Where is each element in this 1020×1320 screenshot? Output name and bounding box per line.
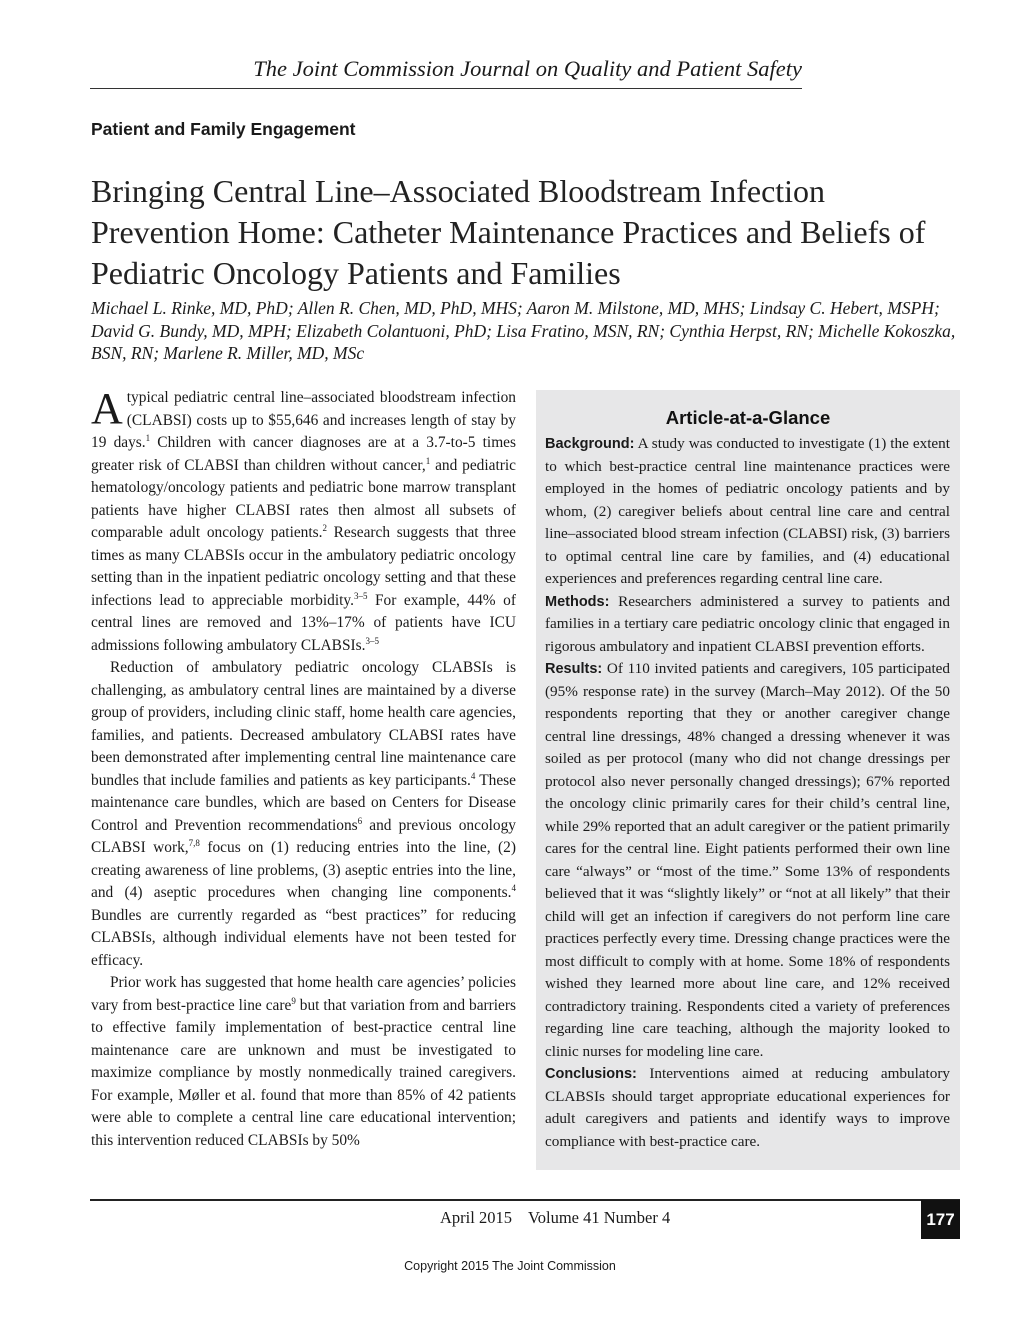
article-authors: Michael L. Rinke, MD, PhD; Allen R. Chen, MD, PhD, MHS; Aaron M. Milstone, MD, MHS; Lindsay C. Hebert, MSPH; David G. Bundy, MD, MPH; Elizabeth Colantuoni, PhD; Lisa Fratino, MSN, RN; Cynthia Herpst, RN; Michelle Kokoszka, BSN, RN; Marlene R. Miller, MD, MSc xyxy=(91,298,956,364)
body-paragraph-2: Reduction of ambulatory pediatric oncology CLABSIs is challenging, as ambulatory central lines are maintained by a diverse group of providers, including clinic staff, home health care agencies, families, and patients. Decreased ambulatory CLABSI rates have been demonstrated after implementing central line maintenance care bundles that include families and patients as key participants.$^4$ These maintenance care bundles, which are based on Centers for Disease Control and Prevention recommendations$^6$ and previous oncology CLABSI work,$^{7,8}$ focus on (1) reducing entries into the line, (2) creating awareness of line problems, (3) aseptic entries into the line, and (4) aseptic procedures when changing line components.$^4$ Bundles are currently regarded as “best practices” for reducing CLABSIs, although individual elements have not been tested for efficacy. xyxy=(91,659,516,969)
page-number: 177 xyxy=(921,1200,960,1239)
glance-body xyxy=(545,433,950,1153)
section-heading: Patient and Family Engagement xyxy=(91,119,356,139)
citation: 3–5 xyxy=(353,590,368,601)
citation: 9 xyxy=(291,995,296,1006)
footer-issue xyxy=(440,1208,686,1228)
glance-results: Results: Of 110 invited patients and caregivers, 105 participated (95% response rate) in the survey (March–May 2012). Of the 50 respondents reporting that they or another caregiver change central line dressings, 48% changed a dressing whenever it was soiled as per protocol (many who did not change dressings per protocol also never personally changed dressings); 67% reported the oncology clinic primarily cares for their child’s central line, while 29% reported that an adult caregiver or the patient primarily cares for the central line. Eight patients performed their own line care “always” or “most of the time.” Some 13% of respondents believed that it was “slightly likely” or “not at all likely” that their child will get an infection if caregivers do not perform line care practices perfectly every time. Dressing change practices were the most difficult to comply with at home. Some 18% of respondents wished they learned more about line care, and 12% received contradictory training. Respondents cited a variety of preferences regarding line care teaching, although the majority looked to clinic nurses for modeling line care. xyxy=(545,660,950,1060)
journal-name: The Joint Commission Journal on Quality and Patient Safety xyxy=(253,56,802,81)
article-title: Bringing Central Line–Associated Bloodstream Infection Prevention Home: Catheter Maintenance Practices and Beliefs of Pediatric Oncology Patients and Families xyxy=(91,173,926,291)
citation: 4 xyxy=(511,883,516,893)
glance-background: Background: A study was conducted to investigate (1) the extent to which best-practice central line maintenance practices were employed in the homes of pediatric oncology patients and by whom, (2) caregiver beliefs about central line care and central line–associated blood stream infection (CLABSI) risk, (3) barriers to optimal central line care by families, and (4) educational experiences and preferences regarding central line care. xyxy=(545,435,950,587)
footer-rule xyxy=(90,1199,960,1201)
article-at-a-glance-box xyxy=(536,390,960,1170)
body-paragraph-3: Prior work has suggested that home health care agencies’ policies vary from best-practice line care$^9$ but that variation from and barriers to effective family implementation of best-practice central line maintenance care are unknown and must be investigated to maximize compliance by mostly nonmedically trained caregivers. For example, Møller et al. found that more than 85% of 42 patients were able to complete a central line care educational intervention; this intervention reduced CLABSIs by 50% xyxy=(91,974,516,1149)
citation: 1 xyxy=(425,455,431,466)
body-paragraph-1: Atypical pediatric central line–associated bloodstream infection (CLABSI) costs up to $55,646 and increases length of stay by 19 days.$^1$ Children with cancer diagnoses are at a 3.7-to-5 times greater risk of CLABSI than children without cancer,$^1$ and pediatric hematology/oncology patients and pediatric bone marrow transplant patients have higher CLABSI rates then almost all subsets of comparable adult oncology patients.$^2$ Research suggests that three times as many CLABSIs occur in the ambulatory pediatric oncology setting than in the inpatient pediatric oncology setting and that these infections lead to appreciable morbidity.$^{3-5}$ For example, 44% of central lines are removed and 13%–17% of patients have ICU admissions following ambulatory CLABSIs.$^{3-5}$ xyxy=(91,384,516,654)
citation: 2 xyxy=(322,523,327,533)
footer-date: April 2015 xyxy=(440,1208,512,1227)
glance-title: Article-at-a-Glance xyxy=(665,407,831,428)
glance-methods-label: Methods: xyxy=(545,593,610,610)
citation: 4 xyxy=(470,770,476,781)
glance-methods: Methods: Researchers administered a survey to patients and families in a tertiary care pediatric oncology clinic that engaged in rigorous ambulatory and inpatient CLABSI prevention efforts. xyxy=(545,592,950,655)
drop-cap: A xyxy=(91,384,123,433)
footer-volume: Volume 41 Number 4 xyxy=(527,1208,671,1227)
citation: 7,8 xyxy=(188,838,200,848)
citation: 1 xyxy=(145,433,151,443)
copyright: Copyright 2015 The Joint Commission xyxy=(404,1259,616,1273)
glance-background-label: Background: xyxy=(545,436,635,452)
glance-results-label: Results: xyxy=(545,661,603,677)
glance-conclusions: Conclusions: Interventions aimed at reducing ambulatory CLABSIs should target appropriate educational experiences for adult caregivers and patients and identify ways to improve compliance with best-practice care. xyxy=(545,1065,950,1150)
glance-conclusions-label: Conclusions: xyxy=(545,1066,637,1082)
body-column xyxy=(91,384,516,1152)
citation: 3–5 xyxy=(365,635,379,646)
citation: 6 xyxy=(357,815,363,826)
header-rule xyxy=(90,88,802,89)
